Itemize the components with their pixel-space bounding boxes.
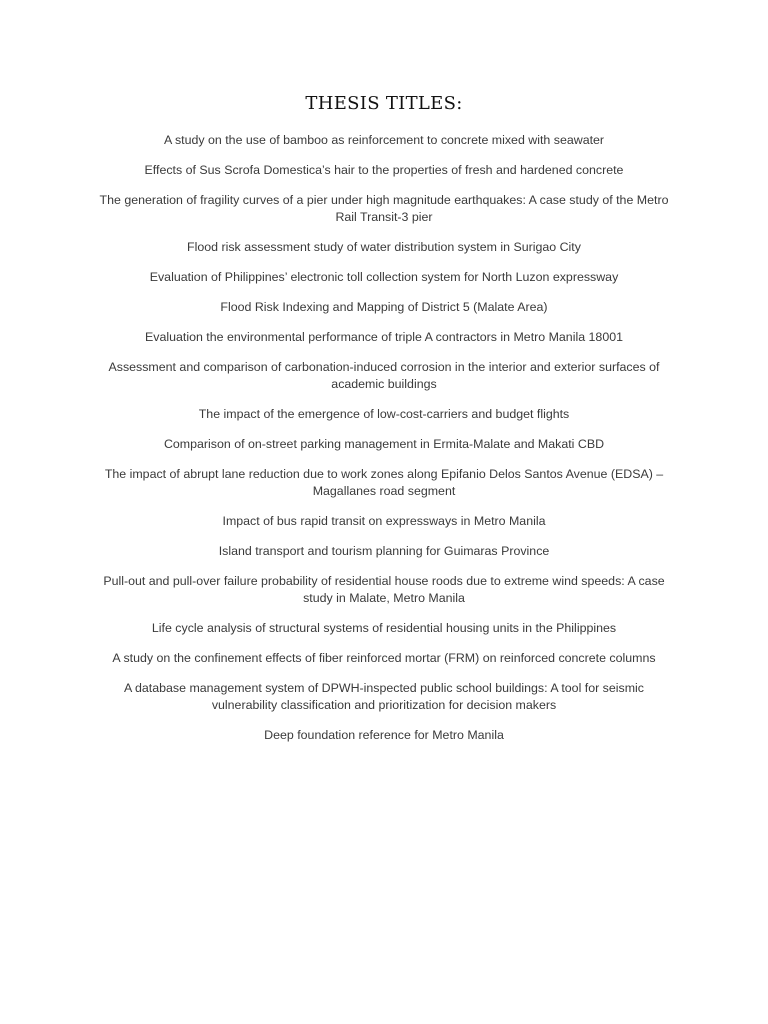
thesis-title-list bbox=[92, 132, 676, 757]
thesis-title-item: Assessment and comparison of carbonation-induced corrosion in the interior and exterior surfaces of academic buildings bbox=[108, 360, 660, 391]
thesis-title-item: A database management system of DPWH-inspected public school buildings: A tool for seismic vulnerability classification and prioritization for decision makers bbox=[124, 681, 644, 712]
thesis-title-item: Flood risk assessment study of water distribution system in Surigao City bbox=[187, 240, 581, 254]
thesis-title-item: Comparison of on-street parking management in Ermita-Malate and Makati CBD bbox=[163, 437, 605, 451]
thesis-title-item: Life cycle analysis of structural systems of residential housing units in the Philippines bbox=[151, 621, 617, 635]
thesis-title-item: Pull-out and pull-over failure probability of residential house roods due to extreme wind speeds: A case study in Malate, Metro Manila bbox=[103, 574, 665, 605]
thesis-title-item: Evaluation the environmental performance of triple A contractors in Metro Manila 18001 bbox=[145, 330, 623, 344]
thesis-title-item: The generation of fragility curves of a pier under high magnitude earthquakes: A case study of the Metro Rail Transit-3 pier bbox=[99, 193, 669, 224]
thesis-title-item: The impact of abrupt lane reduction due to work zones along Epifanio Delos Santos Avenue (EDSA) – Magallanes road segment bbox=[104, 467, 664, 498]
thesis-title-item: Evaluation of Philippines’ electronic toll collection system for North Luzon expressway bbox=[149, 270, 619, 284]
thesis-title-item: Island transport and tourism planning for Guimaras Province bbox=[218, 544, 550, 558]
thesis-title-item: The impact of the emergence of low-cost-carriers and budget flights bbox=[198, 407, 570, 421]
page-title: THESIS TITLES: bbox=[305, 93, 463, 114]
thesis-title-item: Impact of bus rapid transit on expressways in Metro Manila bbox=[222, 514, 546, 528]
thesis-title-item: Deep foundation reference for Metro Manila bbox=[264, 728, 504, 742]
thesis-title-item: Effects of Sus Scrofa Domestica’s hair to the properties of fresh and hardened concrete bbox=[144, 163, 624, 177]
thesis-title-item: Flood Risk Indexing and Mapping of District 5 (Malate Area) bbox=[220, 300, 548, 314]
thesis-title-item: A study on the confinement effects of fiber reinforced mortar (FRM) on reinforced concrete columns bbox=[112, 651, 656, 665]
thesis-title-item: A study on the use of bamboo as reinforcement to concrete mixed with seawater bbox=[163, 133, 605, 147]
